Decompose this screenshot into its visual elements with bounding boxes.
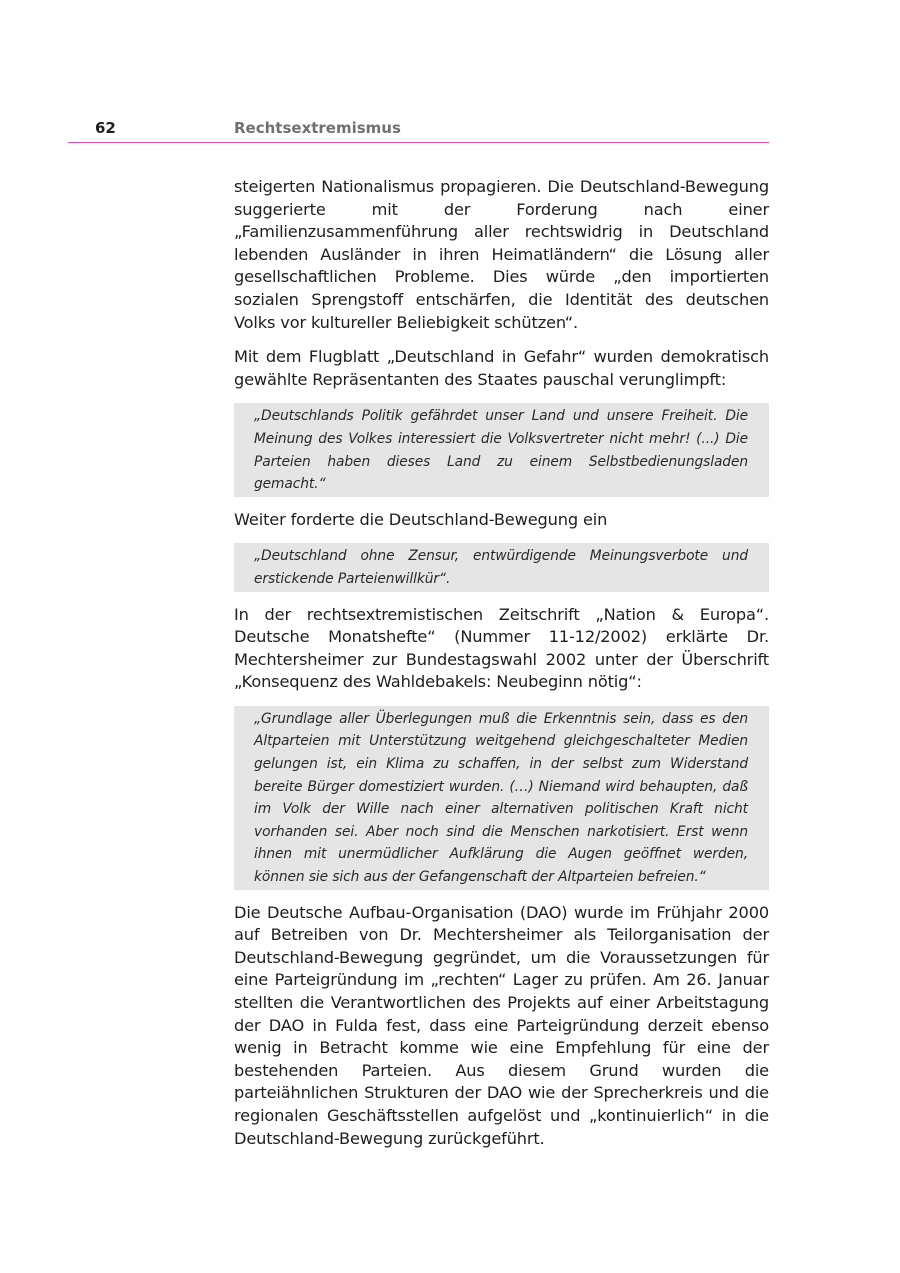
- paragraph-5: Die Deutsche Aufbau-Organisation (DAO) wurde im Frühjahr 2000 auf Betreiben von Dr. Mechtersheimer als Teilorganisation der Deutschland-Bewegung gegründet, um die Voraussetzungen für eine Parteigründung im „rechten“ Lager zu prüfen. Am 26. Januar stellten die Verantwortlichen des Projekts auf einer Arbeitstagung der DAO in Fulda fest, dass eine Parteigründung derzeit ebenso wenig in Betracht komme wie eine Empfehlung für eine der bestehenden Parteien. Aus diesem Grund wurden die parteiähnlichen Strukturen der DAO wie der Sprecherkreis und die regionalen Geschäftsstellen aufgelöst und „kontinuierlich“ in die Deutschland-Bewegung zurückgeführt.: [234, 902, 769, 1148]
- quote-2: „Deutschland ohne Zensur, entwürdigende Meinungsverbote und erstickende Parteienwillkür“.: [234, 543, 769, 591]
- quote-3: „Grundlage aller Überlegungen muß die Erkenntnis sein, dass es den Altparteien mit Unterstützung weitgehend gleichgeschalteter Medien gelungen ist, ein Klima zu schaffen, in der selbst zum Widerstand bereite Bürger domestiziert wurden. (…) Niemand wird behaupten, daß im Volk der Wille nach einer alternativen politischen Kraft nicht vorhanden sei. Aber noch sind die Menschen narkotisiert. Erst wenn ihnen mit unermüdlicher Aufklärung die Augen geöffnet werden, können sie sich aus der Gefangenschaft der Altparteien befreien.“: [234, 706, 769, 890]
- paragraph-1: steigerten Nationalismus propagieren. Die Deutschland-Bewegung suggerierte mit der Forderung nach einer „Familienzusammenführung aller rechtswidrig in Deutschland lebenden Ausländer in ihren Heimatländern“ die Lösung aller gesellschaftlichen Probleme. Dies würde „den importierten sozialen Sprengstoff entschärfen, die Identität des deutschen Volks vor kultureller Beliebigkeit schützen“.: [234, 177, 769, 332]
- paragraph-3: Weiter forderte die Deutschland-Bewegung ein: [234, 509, 608, 529]
- page-header: [68, 116, 769, 143]
- page-body: [234, 176, 769, 1162]
- running-title: Rechtsextremismus: [234, 119, 401, 137]
- paragraph-4: In der rechtsextremistischen Zeitschrift „Nation & Europa“. Deutsche Monatshefte“ (Nummer 11-12/2002) erklärte Dr. Mechtersheimer zur Bundestagswahl 2002 unter der Überschrift „Konsequenz des Wahldebakels: Neubeginn nötig“:: [234, 604, 769, 692]
- page-number: 62: [95, 119, 116, 137]
- paragraph-2: Mit dem Flugblatt „Deutschland in Gefahr“ wurden demokratisch gewählte Repräsentanten des Staates pauschal verunglimpft:: [234, 347, 769, 389]
- quote-1: „Deutschlands Politik gefährdet unser Land und unsere Freiheit. Die Meinung des Volkes interessiert die Volksvertreter nicht mehr! (...) Die Parteien haben dieses Land zu einem Selbstbedienungsladen gemacht.“: [234, 403, 769, 496]
